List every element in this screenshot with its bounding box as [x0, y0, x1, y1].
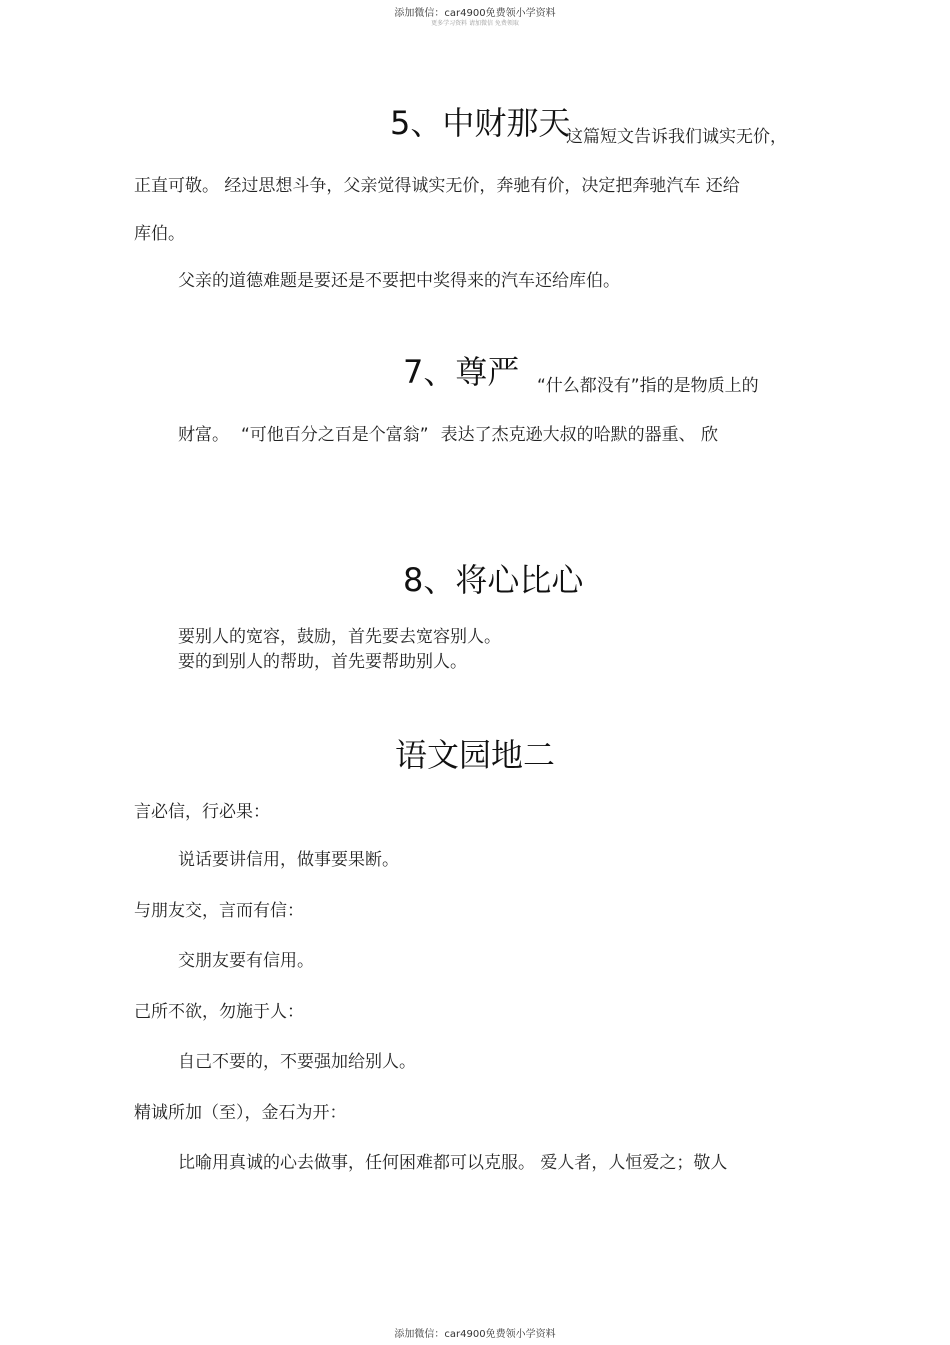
heading-garden: 语文园地二 — [395, 736, 556, 774]
garden-saying-1: 言必信，行必果： — [134, 802, 270, 822]
heading-section-7: 7、尊严 — [403, 353, 520, 391]
garden-meaning-1: 说话要讲信用，做事要果断。 — [178, 850, 399, 870]
heading-section-5: 5、中财那天 — [390, 104, 571, 142]
heading-section-8: 8、将心比心 — [403, 561, 584, 599]
s7-line-2-part-c: 表达了杰克逊大叔的哈默的器重、 欣 — [440, 425, 719, 445]
s7-line-2-part-a: 财富。 — [178, 425, 229, 445]
garden-meaning-2: 交朋友要有信用。 — [178, 951, 314, 971]
s5-line-3: 库伯。 — [134, 224, 185, 244]
s5-line-1: 这篇短文告诉我们诚实无价， — [566, 127, 787, 147]
s7-line-1: “什么都没有”指的是物质上的 — [537, 376, 759, 396]
garden-saying-3: 己所不欲，勿施于人： — [134, 1002, 304, 1022]
garden-saying-4: 精诚所加（至），金石为开： — [134, 1103, 347, 1123]
s8-line-2: 要的到别人的帮助，首先要帮助别人。 — [178, 652, 467, 672]
s5-line-2: 正直可敬。 经过思想斗争，父亲觉得诚实无价，奔驰有价，决定把奔驰汽车 还给 — [134, 176, 740, 196]
s7-line-2-part-b: “可他百分之百是个富翁” — [241, 425, 429, 445]
bottom-watermark: 添加微信：car4900免费领小学资料 — [394, 1329, 556, 1340]
top-watermark-subtext: 更多学习资料 请加微信 免费领取 — [431, 20, 519, 27]
top-watermark: 添加微信：car4900免费领小学资料 — [394, 8, 556, 19]
garden-saying-2: 与朋友交，言而有信： — [134, 901, 304, 921]
s7-line-2 — [178, 420, 718, 445]
s8-line-1: 要别人的宽容，鼓励，首先要去宽容别人。 — [178, 627, 501, 647]
garden-meaning-3: 自己不要的，不要强加给别人。 — [178, 1052, 416, 1072]
garden-meaning-4: 比喻用真诚的心去做事，任何困难都可以克服。 爱人者，人恒爱之；敬人 — [178, 1153, 728, 1173]
s5-line-4: 父亲的道德难题是要还是不要把中奖得来的汽车还给库伯。 — [178, 271, 620, 291]
